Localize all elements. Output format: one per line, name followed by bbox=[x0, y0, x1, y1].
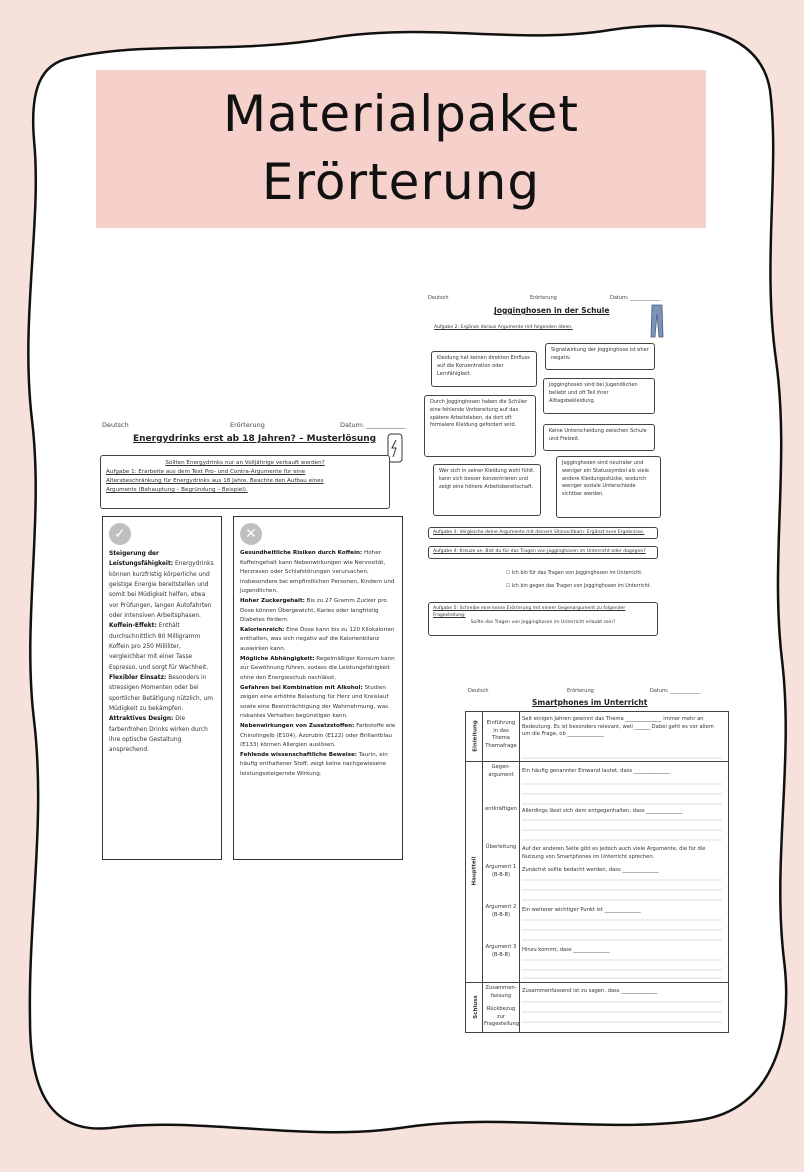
sheet2-task2: Aufgabe 2: Ergänze daraus Argumente mit folgenden Ideen. bbox=[434, 325, 573, 330]
outline-table bbox=[465, 711, 729, 1033]
sheet1-title: Energydrinks erst ab 18 Jahren? – Musterlösung bbox=[133, 434, 377, 444]
contra-item: Gesundheitliche Risiken durch Koffein: Hoher Koffeingehalt kann Nebenwirkungen wie Nervosität, Herzrasen oder Schlafstörungen verursachen, insbesondere bei empfindlichen Personen, Kindern und Jugendlichen. bbox=[240, 550, 395, 595]
pro-item: Koffein-Effekt: Enthält durchschnittlich 80 Milligramm Koffein pro 250 Milliliter, vergleichbar mit einer Tasse Espresso, und sorgt für Wachheit. bbox=[109, 623, 209, 671]
contra-item: Gefahren bei Kombination mit Alkohol: Studien zeigen eine erhöhte Belastung für Herz und Kreislauf sowie eine Beeinträchtigung der Wahrnehmung, was riskantes Verhalten begünstigen kann. bbox=[240, 684, 389, 720]
section-schluss: Schluss bbox=[472, 995, 479, 1019]
title-line-2: Erörterung bbox=[261, 153, 541, 211]
sheet2-date: Datum: ____________ bbox=[610, 295, 661, 301]
row-text: Allerdings lässt sich dem entgegenhalten, dass ______________ bbox=[522, 808, 683, 814]
sheet2-task3: Aufgabe 3: Vergleiche deine Argumente mit deinem Sitznachbarn. Ergänzt eure Ergebnisse. bbox=[433, 530, 645, 535]
cross-icon: ✕ bbox=[240, 523, 262, 545]
row-text: Hinzu kommt, dass ______________ bbox=[522, 947, 610, 953]
title-banner bbox=[96, 70, 706, 228]
note-card: Jogginghosen sind neutraler und weniger ein Statussymbol als viele andere Kleidungsstücke, wodurch weniger soziale Unterschiede sichtbar werden. bbox=[556, 456, 661, 518]
sheet1-task-line1: Aufgabe 1: Erarbeite aus dem Text Pro- und Contra-Argumente für eine bbox=[106, 468, 306, 475]
pro-item: Flexibler Einsatz: Besonders in stressigen Momenten oder bei sportlicher Betätigung nützlich, um Müdigkeit zu bekämpfen. bbox=[109, 674, 213, 712]
sheet2-subject: Deutsch bbox=[428, 295, 449, 301]
sheet2-task5-box bbox=[428, 602, 658, 636]
pro-column bbox=[102, 516, 222, 860]
note-card: Kleidung hat keinen direkten Einfluss auf die Konzentration oder Lernfähigkeit. bbox=[431, 351, 537, 387]
section-hauptteil: Hauptteil bbox=[471, 856, 478, 886]
note-card: Keine Unterscheidung zwischen Schule und Freizeit. bbox=[543, 424, 655, 451]
note-card: Jogginghosen sind bei Jugendlichen beliebt und oft Teil ihrer Alltagsbekleidung. bbox=[543, 378, 655, 414]
row-text: Ein häufig genannter Einwand lautet, dass ______________ bbox=[522, 768, 671, 774]
sheet2-question: Sollte das Tragen von Jogginghosen im Unterricht erlaubt sein? bbox=[470, 619, 616, 625]
pro-item: Steigerung der Leistungsfähigkeit: Energydrinks können kurzfristig körperliche und geistige Energie bereitstellen und somit bei Müdigkeit helfen, etwa vor Prüfungen, langen Autofahrten oder intensiven Arbeitsphasen. bbox=[109, 551, 214, 619]
row-label: Einführung in das Thema Themafrage bbox=[485, 720, 517, 749]
sheet1-task-question: Sollten Energydrinks nur an Volljährige verkauft werden? bbox=[165, 460, 325, 466]
sheet2-task3-box bbox=[428, 527, 658, 539]
sheet3-title: Smartphones im Unterricht bbox=[532, 698, 648, 707]
sheet1-subject: Deutsch bbox=[102, 421, 129, 429]
note-card: Signalwirkung der Jogginghose ist eher negativ. bbox=[545, 343, 655, 370]
sheet2-task4: Aufgabe 4: Kreuze an, Bist du für das Tragen von Jogginghosen im Unterricht oder dagegen? bbox=[433, 549, 646, 554]
sheet2-topic: Erörterung bbox=[530, 295, 557, 301]
writing-lines bbox=[522, 712, 726, 1032]
note-card: Wer sich in seiner Kleidung wohl fühlt, kann sich besser konzentrieren und zeigt eine höhere Arbeitsbereitschaft. bbox=[433, 464, 541, 516]
row-text: Auf der anderen Seite gibt es jedoch auch viele Argumente, die für die Nutzung von Smartphones im Unterricht sprechen. bbox=[522, 846, 706, 860]
option-against[interactable]: ☐ Ich bin gegen das Tragen von Jogginghosen im Unterricht. bbox=[506, 584, 652, 589]
row-text: Zunächst sollte bedacht werden, dass ______________ bbox=[522, 867, 659, 873]
note-card: Durch Jogginghosen haben die Schüler eine fehlende Vorbereitung auf das spätere Arbeitsleben, da dort oft formalere Kleidung gefordert wird. bbox=[424, 395, 536, 457]
sheet1-date: Datum: ____________ bbox=[340, 421, 406, 429]
row-label: Argument 2 (B-B-B) bbox=[485, 904, 517, 918]
jeans-icon bbox=[650, 304, 664, 338]
row-label: Gegen-argument bbox=[488, 764, 514, 778]
row-label: Rückbezug zur Fragestellung bbox=[484, 1006, 520, 1028]
section-einleitung: Einleitung bbox=[472, 720, 479, 752]
row-label: Zusammen-fassung bbox=[485, 985, 517, 999]
sheet1-task-line2: Altersbeschränkung für Energydrinks aus 18 Jahre. Beachte den Aufbau eines bbox=[106, 477, 324, 484]
sheet3-date: Datum: ____________ bbox=[650, 688, 701, 694]
sheet2-task5: Aufgabe 5: Schreibe eine kesse Erörterung mit einem Gegenargument zu folgender Fragestellung: bbox=[433, 606, 626, 618]
contra-item: Fehlende wissenschaftliche Beweise: Taurin, ein häufig enthaltener Stoff, zeigt keine nachgewiesene leistungssteigernde Wirkung. bbox=[240, 751, 388, 778]
sheet1-topic: Erörterung bbox=[230, 421, 265, 429]
sheet1-task-box bbox=[100, 455, 390, 509]
contra-item: Kalorienreich: Eine Dose kann bis zu 120 Kilokalorien enthalten, was sich negativ auf die Kalorienbilanz auswirken kann. bbox=[240, 626, 395, 653]
contra-item: Hoher Zuckergehalt: Bis zu 27 Gramm Zucker pro Dose können Übergewicht, Karies oder langfristig Diabetes fördern. bbox=[240, 598, 387, 624]
sheet3-subject: Deutsch bbox=[468, 688, 489, 694]
checkmark-icon: ✓ bbox=[109, 523, 131, 545]
contra-column bbox=[233, 516, 403, 860]
sheet2-task4-box bbox=[428, 546, 658, 559]
sheet2-title: Jogginghosen in der Schule bbox=[494, 306, 610, 315]
row-label: entkräftigen bbox=[485, 806, 517, 812]
option-for[interactable]: ☐ Ich bin für das Tragen von Jogginghosen im Unterricht. bbox=[506, 571, 643, 576]
pro-item: Attraktives Design: Die farbenfrohen Drinks wirken durch ihre optische Gestaltung ansprechend. bbox=[109, 716, 208, 754]
row-text: Zusammenfassend ist zu sagen, dass ______________ bbox=[522, 988, 658, 994]
row-label: Überleitung bbox=[485, 844, 517, 850]
sheet3-topic: Erörterung bbox=[567, 688, 594, 694]
row-text: Seit einigen Jahren gewinnt das Thema ______________ immer mehr an Bedeutung. Es ist besonders relevant, weil ______ Dabei geht es vor allem um die Frage, ob ______________ bbox=[522, 716, 714, 738]
row-text: Ein weiterer wichtiger Punkt ist ______________ bbox=[522, 907, 641, 913]
sheet1-task-line3: Arguments (Behauptung – Begründung – Beispiel). bbox=[106, 486, 248, 493]
row-label: Argument 1 (B-B-B) bbox=[485, 864, 517, 878]
title-line-1: Materialpaket bbox=[222, 85, 580, 143]
row-label: Argument 3 (B-B-B) bbox=[485, 944, 517, 958]
contra-item: Mögliche Abhängigkeit: Regelmäßiger Konsum kann zur Gewöhnung führen, sodass die Leistungsfähigkeit ohne den Energieschub nachlässt. bbox=[240, 655, 395, 681]
contra-item: Nebenwirkungen von Zusatzstoffen: Farbstoffe wie Chinolingelb (E104), Azorubin (E122) oder Brillantblau (E133) können Allergien auslösen. bbox=[240, 722, 396, 749]
